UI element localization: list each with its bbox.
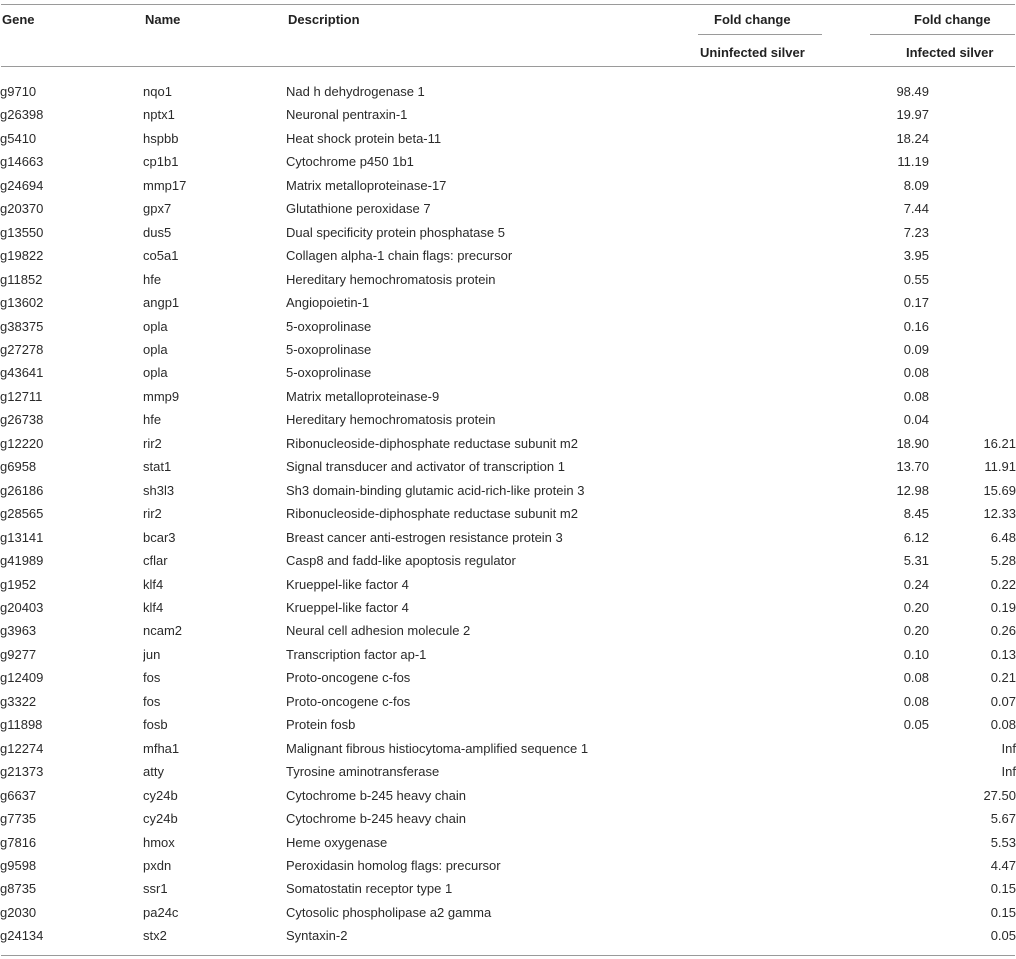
table-row [0,502,1016,525]
table-row [0,455,1016,478]
table-row [0,408,1016,431]
cell-name: co5a1 [143,248,179,264]
cell-infected: 0.26 [990,623,1016,639]
cell-gene: g7816 [0,834,37,850]
cell-uninfected [726,854,929,877]
cell-infected: 0.15 [990,904,1016,920]
cell-name: hfe [143,412,162,428]
cell-description: Matrix metalloproteinase-9 [286,388,440,404]
cell-description: Krueppel-like factor 4 [286,576,409,592]
subheader-rule-uninfected [698,34,822,35]
cell-description: Nad h dehydrogenase 1 [286,84,425,99]
cell-description: Transcription factor ap-1 [286,646,427,662]
cell-gene: g26186 [0,482,44,498]
table-row [0,831,1016,854]
cell-description: 5-oxoprolinase [286,318,372,334]
cell-gene: g11852 [0,271,43,287]
cell-infected: 6.48 [990,529,1016,545]
cell-name: sh3l3 [143,482,175,498]
cell-gene: g43641 [0,365,44,381]
cell-name: pxdn [143,857,172,873]
cell-gene: g21373 [0,764,44,780]
cell-infected: 5.53 [990,834,1016,850]
cell-gene: g28565 [0,506,44,522]
cell-gene: g2030 [0,904,37,920]
cell-gene: g8735 [0,881,37,897]
cell-gene: g12220 [0,435,44,451]
cell-infected [929,338,1016,361]
table-body [0,80,1016,948]
cell-name: rir2 [143,435,162,451]
cell-description: Syntaxin-2 [286,928,348,944]
cell-name: jun [143,646,161,662]
table-row [0,385,1016,408]
cell-infected: 0.05 [990,928,1016,944]
cell-description: Krueppel-like factor 4 [286,599,409,615]
cell-uninfected [726,784,929,807]
cell-name: klf4 [143,599,164,615]
cell-uninfected [726,831,929,854]
table-row [0,338,1016,361]
cell-name: gpx7 [143,201,172,217]
subheader-rule-infected [870,34,1015,35]
cell-uninfected [726,877,929,900]
cell-name: mfha1 [143,740,180,756]
cell-infected [929,315,1016,338]
cell-gene: g6637 [0,787,37,803]
cell-name: cp1b1 [143,154,179,170]
cell-infected [929,80,1016,103]
table-row [0,596,1016,619]
table-row [0,924,1016,947]
cell-description: 5-oxoprolinase [286,365,372,381]
cell-uninfected: 0.10 [903,646,929,662]
cell-uninfected: 7.44 [903,201,929,217]
table-row [0,291,1016,314]
bottom-rule [1,955,1015,956]
table-row [0,315,1016,338]
cell-infected [929,197,1016,220]
cell-infected: 0.15 [990,881,1016,897]
table-row [0,80,1016,103]
header-name: Name [145,12,181,27]
cell-gene: g12274 [0,740,44,756]
cell-description: Heat shock protein beta-11 [286,130,442,146]
cell-infected: 0.13 [990,646,1016,662]
cell-gene: g20403 [0,599,44,615]
header-infected-silver: Infected silver [906,45,994,60]
cell-infected: 27.50 [983,787,1016,803]
cell-name: dus5 [143,224,172,240]
table-row [0,690,1016,713]
cell-name: nqo1 [143,84,172,99]
cell-infected [929,103,1016,126]
cell-uninfected: 7.23 [903,224,929,240]
cell-name: fos [143,670,161,686]
cell-name: stx2 [143,928,167,944]
cell-uninfected [726,737,929,760]
table-row [0,807,1016,830]
cell-name: hmox [143,834,175,850]
cell-infected: 5.67 [990,811,1016,827]
table-row [0,784,1016,807]
cell-uninfected: 0.08 [903,693,929,709]
cell-infected: 0.22 [990,576,1016,592]
cell-gene: g41989 [0,553,44,569]
cell-infected [929,385,1016,408]
cell-gene: g9598 [0,857,37,873]
cell-uninfected [726,924,929,947]
cell-gene: g11898 [0,717,43,733]
cell-gene: g14663 [0,154,44,170]
cell-name: mmp9 [143,388,180,404]
table-row [0,174,1016,197]
cell-description: Cytochrome b-245 heavy chain [286,787,466,803]
table-row [0,432,1016,455]
table-row [0,244,1016,267]
cell-description: Malignant fibrous histiocytoma-amplified sequence 1 [286,740,589,756]
cell-gene: g26398 [0,107,44,123]
cell-gene: g38375 [0,318,44,334]
cell-uninfected: 0.08 [903,388,929,404]
cell-infected: 0.08 [990,717,1016,733]
cell-uninfected [726,807,929,830]
cell-description: Breast cancer anti-estrogen resistance protein 3 [286,529,563,545]
table-row [0,103,1016,126]
cell-infected: 16.21 [983,435,1016,451]
cell-infected [929,361,1016,384]
cell-description: Sh3 domain-binding glutamic acid-rich-like protein 3 [286,482,585,498]
cell-uninfected: 0.55 [903,271,929,287]
cell-uninfected: 0.20 [903,599,929,615]
cell-infected [929,244,1016,267]
table-row [0,737,1016,760]
cell-description: Somatostatin receptor type 1 [286,881,453,897]
cell-description: Neuronal pentraxin-1 [286,107,408,123]
table-row [0,197,1016,220]
cell-uninfected: 0.04 [903,412,929,428]
cell-infected: 15.69 [983,482,1016,498]
cell-name: angp1 [143,295,180,311]
cell-gene: g1952 [0,576,37,592]
cell-gene: g7735 [0,811,37,827]
cell-gene: g12711 [0,388,43,404]
cell-description: Cytochrome b-245 heavy chain [286,811,466,827]
cell-name: mmp17 [143,177,187,193]
cell-uninfected: 19.97 [896,107,929,123]
cell-name: bcar3 [143,529,176,545]
cell-uninfected: 18.90 [896,435,929,451]
cell-gene: g27278 [0,341,44,357]
table-row [0,854,1016,877]
cell-infected: 0.07 [990,693,1016,709]
cell-gene: g24694 [0,177,44,193]
cell-description: Glutathione peroxidase 7 [286,201,431,217]
cell-description: Casp8 and fadd-like apoptosis regulator [286,553,516,569]
cell-infected [929,150,1016,173]
top-rule [1,4,1015,5]
cell-name: nptx1 [143,107,175,123]
cell-description: 5-oxoprolinase [286,341,372,357]
cell-infected: 0.21 [990,670,1016,686]
cell-uninfected: 0.20 [903,623,929,639]
table-row [0,573,1016,596]
table-row [0,760,1016,783]
cell-name: rir2 [143,506,162,522]
table-row [0,619,1016,642]
cell-infected [929,174,1016,197]
cell-name: hspbb [143,130,179,146]
cell-gene: g3322 [0,693,37,709]
table-row [0,713,1016,736]
cell-gene: g3963 [0,623,37,639]
cell-name: ssr1 [143,881,168,897]
cell-uninfected: 0.09 [903,341,929,357]
cell-uninfected: 5.31 [903,553,929,569]
cell-uninfected [726,760,929,783]
cell-description: Signal transducer and activator of transcription 1 [286,459,565,475]
cell-infected: 0.19 [990,599,1016,615]
table-row [0,479,1016,502]
cell-description: Heme oxygenase [286,834,388,850]
cell-uninfected: 0.16 [903,318,929,334]
cell-gene: g6958 [0,459,37,475]
header-gene: Gene [2,12,35,27]
cell-gene: g9277 [0,646,37,662]
cell-gene: g13550 [0,224,44,240]
cell-gene: g5410 [0,130,37,146]
table-row [0,150,1016,173]
cell-name: stat1 [143,459,172,475]
table-row [0,901,1016,924]
cell-description: Angiopoietin-1 [286,295,370,311]
table-row [0,127,1016,150]
cell-description: Peroxidasin homolog flags: precursor [286,857,501,873]
cell-infected [929,221,1016,244]
cell-description: Ribonucleoside-diphosphate reductase subunit m2 [286,506,578,522]
cell-uninfected: 0.17 [903,295,929,311]
cell-description: Cytochrome p450 1b1 [286,154,414,170]
cell-infected: 5.28 [990,553,1016,569]
table-row [0,361,1016,384]
cell-infected: 4.47 [990,857,1016,873]
cell-name: fosb [143,717,168,733]
cell-uninfected: 13.70 [896,459,929,475]
table-row [0,268,1016,291]
cell-name: cy24b [143,811,178,827]
cell-name: ncam2 [143,623,183,639]
cell-uninfected: 6.12 [903,529,929,545]
cell-uninfected: 0.08 [903,365,929,381]
cell-name: klf4 [143,576,164,592]
cell-name: opla [143,341,168,357]
cell-description: Dual specificity protein phosphatase 5 [286,224,505,240]
cell-description: Hereditary hemochromatosis protein [286,271,496,287]
cell-infected: 11.91 [984,459,1016,475]
cell-uninfected: 12.98 [896,482,929,498]
cell-gene: g13602 [0,295,44,311]
cell-name: atty [143,764,164,780]
cell-name: hfe [143,271,162,287]
cell-uninfected: 8.45 [903,506,929,522]
header-uninfected-silver: Uninfected silver [700,45,805,60]
cell-infected [929,268,1016,291]
table-row [0,549,1016,572]
cell-uninfected: 18.24 [896,130,929,146]
cell-gene: g12409 [0,670,44,686]
cell-description: Proto-oncogene c-fos [286,693,411,709]
cell-uninfected: 0.08 [903,670,929,686]
table-row [0,643,1016,666]
cell-description: Hereditary hemochromatosis protein [286,412,496,428]
cell-description: Neural cell adhesion molecule 2 [286,623,471,639]
cell-description: Matrix metalloproteinase-17 [286,177,447,193]
cell-uninfected: 3.95 [903,248,929,264]
cell-infected [929,127,1016,150]
cell-uninfected: 8.09 [903,177,929,193]
cell-name: cflar [143,553,168,569]
cell-gene: g9710 [0,84,37,99]
table-row [0,666,1016,689]
table-row [0,526,1016,549]
cell-gene: g19822 [0,248,44,264]
cell-description: Collagen alpha-1 chain flags: precursor [286,248,513,264]
cell-uninfected: 0.05 [903,717,929,733]
cell-name: cy24b [143,787,178,803]
header-description: Description [288,12,360,27]
header-fold-change-infected: Fold change [914,12,991,27]
cell-gene: g13141 [0,529,44,545]
cell-uninfected: 0.24 [903,576,929,592]
cell-name: opla [143,318,168,334]
cell-uninfected: 98.49 [896,84,929,99]
cell-description: Ribonucleoside-diphosphate reductase subunit m2 [286,435,578,451]
table-row [0,877,1016,900]
cell-name: opla [143,365,168,381]
header-fold-change-uninfected: Fold change [714,12,791,27]
cell-gene: g24134 [0,928,44,944]
cell-infected: Inf [1001,764,1016,780]
cell-infected [929,408,1016,431]
cell-uninfected: 11.19 [897,154,929,170]
table-row [0,221,1016,244]
cell-infected: Inf [1001,740,1016,756]
cell-gene: g20370 [0,201,44,217]
cell-uninfected [726,901,929,924]
cell-name: pa24c [143,904,179,920]
header-rule [1,66,1015,67]
cell-description: Protein fosb [286,717,356,733]
cell-description: Proto-oncogene c-fos [286,670,411,686]
cell-infected: 12.33 [983,506,1016,522]
cell-gene: g26738 [0,412,44,428]
cell-name: fos [143,693,161,709]
cell-infected [929,291,1016,314]
cell-description: Tyrosine aminotransferase [286,764,440,780]
cell-description: Cytosolic phospholipase a2 gamma [286,904,492,920]
